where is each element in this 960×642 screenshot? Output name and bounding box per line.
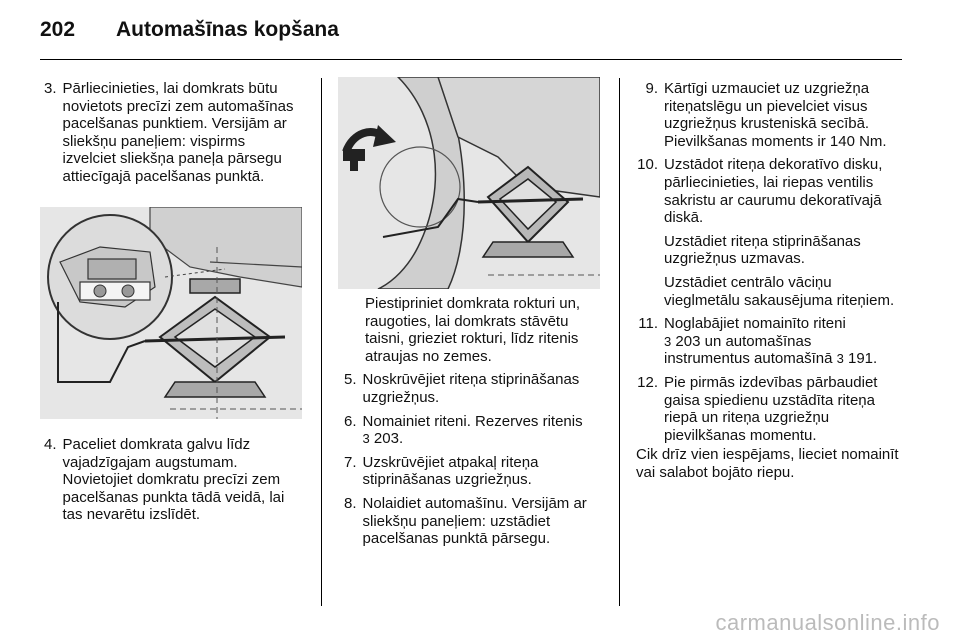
step-6 [344,413,602,448]
jack-lift-point-illustration [40,207,302,419]
step-8 [344,495,602,548]
step-number: 11. [638,315,658,333]
page-title: Automašīnas kopšana [116,18,339,41]
step-number: 9. [645,80,658,97]
jack-crank-illustration [338,77,600,289]
step-text: Nomainiet riteni. Rezerves ritenis [362,412,583,430]
step-4 [44,436,302,524]
step-text: Pie pirmās izdevības pārbaudiet gaisa spiedienu uzstādīta riteņa riepā un riteņa uzgriežņu pievilkšanas momentu. [664,373,878,444]
figure-jack-crank [338,77,600,289]
step-number: 5. [344,371,357,389]
page-ref[interactable]: 203 un automašīnas [675,332,812,350]
watermark: carmanualsonline.info [715,610,940,635]
column-1-lower [44,436,302,524]
step-text: Uzstādot riteņa dekoratīvo disku, pārliecinieties, lai riepas ventilis sakristu ar caurumu dekoratīvajā diskā. [664,156,883,227]
column-2 [344,295,602,548]
step-5 [344,371,602,406]
step-number: 8. [344,494,357,512]
step-12 [636,374,904,444]
step-text: Noskrūvējiet riteņa stiprināšanas uzgriežņus. [362,371,580,406]
step-text: Pārliecinieties, lai domkrats būtu novietots precīzi zem automašīnas pacelšanas punktiem. Versijām ar sliekšņu paneļiem: vispirms izvelciet sliekšņa paneļa pārsegu attiecīgajā pacelšanas punktā. [62,80,294,185]
step-3 [44,80,302,186]
step-text: Noglabājiet nomainīto riteni [664,315,846,333]
step-subtext: Uzstādiet riteņa stiprināšanas uzgriežņus uzmavas. [664,232,861,268]
column-3 [636,80,904,481]
step-number: 10. [637,156,658,174]
header-rule [40,59,902,60]
closing-note: Cik drīz vien iespējams, lieciet nomainīt vai salabot bojāto riepu. [636,446,899,481]
column-divider-1 [321,78,322,606]
step-text: instrumentus automašīnā [664,350,833,368]
figure-jack-lift-point [40,207,302,419]
step-text: Nolaidiet automašīnu. Versijām ar sliekšņu paneļiem: uzstādiet pacelšanas punktā pārsegu. [362,494,587,548]
page-ref-icon: 3 [836,351,844,367]
page-number: 202 [40,18,76,41]
step-text: Paceliet domkrata galvu līdz vajadzīgajam augstumam. Novietojiet domkratu precīzi zem pacelšanas punkta tādā veidā, lai tas nevarētu izslīdēt. [62,436,285,524]
step-number: 12. [637,373,658,391]
page-ref-icon: 3 [362,431,370,447]
step-number: 7. [344,453,357,471]
step-text: Kārtīgi uzmauciet uz uzgriežņa riteņatslēgu un pievelciet visus uzgriežņus krusteniskā secībā. Pievilkšanas moments ir 140 Nm. [664,80,887,150]
column-1 [44,80,302,186]
crank-instruction: Piestipriniet domkrata rokturi un, raugoties, lai domkrats stāvētu taisni, grieziet rokturi, līdz ritenis atraujas no zemes. [365,295,581,365]
column-divider-2 [619,78,620,606]
step-number: 3. [44,80,57,97]
page-ref[interactable]: 191. [848,350,878,368]
step-9 [636,80,904,150]
step-number: 6. [344,412,357,430]
page-ref[interactable]: 203. [373,430,404,448]
step-11 [636,315,904,368]
step-10 [636,156,904,309]
step-number: 4. [44,436,57,453]
step-7 [344,454,602,489]
step-subtext: Uzstādiet centrālo vāciņu vieglmetālu sakausējuma riteņiem. [664,273,895,309]
step-text: Uzskrūvējiet atpakaļ riteņa stiprināšanas uzgriežņus. [362,453,539,489]
page-header [40,18,339,48]
page-ref-icon: 3 [664,333,672,349]
